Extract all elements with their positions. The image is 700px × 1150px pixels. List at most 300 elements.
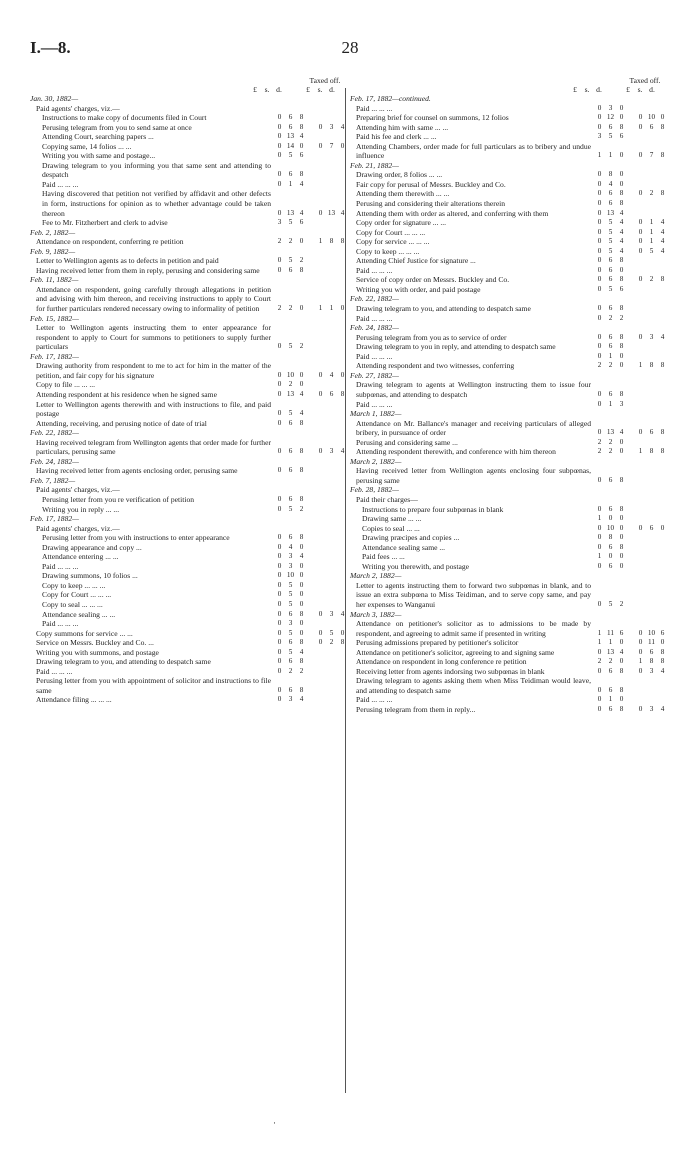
amount-shillings: 5 <box>608 218 613 227</box>
amount-pounds: 0 <box>597 189 602 198</box>
ledger-entry <box>30 390 348 400</box>
ledger-entry <box>30 132 348 142</box>
taxed-pence: 8 <box>340 237 345 246</box>
amount-pence: 8 <box>619 342 624 351</box>
taxed-pounds: 0 <box>638 647 643 656</box>
taxed-pence: 0 <box>340 304 345 313</box>
amount-pence: 2 <box>299 666 304 675</box>
amount-pounds: 0 <box>597 304 602 313</box>
amount-shillings: 6 <box>608 685 613 694</box>
entry-description: Feb. 11, 1882— <box>30 275 79 285</box>
amount-shillings: 5 <box>608 284 613 293</box>
amount-pence: 2 <box>299 504 304 513</box>
date-heading <box>30 275 348 285</box>
amount-shillings: 1 <box>608 695 613 704</box>
amount-shillings: 2 <box>608 447 613 456</box>
ledger-entry <box>30 600 348 610</box>
amount-shillings: 13 <box>286 389 295 398</box>
ledger-entry <box>30 400 348 419</box>
ledger-entry <box>350 142 668 161</box>
amount-pounds: 2 <box>597 437 602 446</box>
date-heading <box>350 294 668 304</box>
amount-pounds: 0 <box>597 533 602 542</box>
amount-pounds: 0 <box>277 599 282 608</box>
ledger-entry <box>30 485 348 495</box>
entry-description: Paid ... ... ... <box>356 695 393 705</box>
amount-shillings: 6 <box>608 122 613 131</box>
ledger-entry <box>350 676 668 695</box>
ledger-entry <box>30 142 348 152</box>
ledger-entry <box>350 419 668 438</box>
amount-pounds: 0 <box>597 504 602 513</box>
amount-pence: 8 <box>619 685 624 694</box>
entry-description: Paid ... ... ... <box>42 619 79 629</box>
amount-pence: 0 <box>299 370 304 379</box>
amount-pence: 4 <box>299 132 304 141</box>
ledger-entry <box>350 524 668 534</box>
taxed-pence: 8 <box>660 428 665 437</box>
taxed-shillings: 3 <box>329 447 334 456</box>
ledger-entry <box>30 495 348 505</box>
entry-description: March 2, 1882— <box>350 571 402 581</box>
amount-pence: 8 <box>299 265 304 274</box>
amount-pence: 8 <box>619 389 624 398</box>
entry-description: Feb. 28, 1882— <box>350 485 399 495</box>
right-column <box>350 76 668 715</box>
entry-description: Paid agents' charges, viz.— <box>36 103 120 113</box>
entry-description: Attending them therewith ... ... <box>356 189 450 199</box>
amount-pounds: 2 <box>277 237 282 246</box>
ledger-entry <box>30 629 348 639</box>
amount-pence: 0 <box>619 561 624 570</box>
amount-pounds: 0 <box>597 666 602 675</box>
ledger-entry <box>350 256 668 266</box>
ledger-entry <box>350 361 668 371</box>
ledger-entry <box>30 571 348 581</box>
ledger-entry <box>30 667 348 677</box>
entry-description: Copy for Court ... ... ... <box>42 590 112 600</box>
ledger-entry <box>350 438 668 448</box>
amount-pounds: 0 <box>277 466 282 475</box>
amount-pounds: 0 <box>277 657 282 666</box>
ledger-entry <box>30 237 348 247</box>
date-heading <box>350 94 668 104</box>
entry-description: Perusing letter from you with instructions to enter appearance <box>42 533 230 543</box>
amount-pence: 8 <box>619 332 624 341</box>
amount-pence: 0 <box>299 628 304 637</box>
ledger-entry <box>350 380 668 399</box>
taxed-pounds: 0 <box>638 428 643 437</box>
amount-pounds: 0 <box>277 418 282 427</box>
entry-description: Instructions to prepare four subpœnas in blank <box>362 504 504 514</box>
entry-description: Attendance on petitioner's solicitor as to admissions to be made by respondent, and agreeing to admit same if presented in writing <box>356 619 591 638</box>
taxed-pounds: 1 <box>318 237 323 246</box>
amount-shillings: 4 <box>608 179 613 188</box>
taxed-shillings: 6 <box>649 647 654 656</box>
entry-description: Attending, receiving, and perusing notice of date of trial <box>36 418 207 428</box>
amount-pence: 8 <box>619 666 624 675</box>
amount-shillings: 6 <box>288 494 293 503</box>
entry-description: Paid their charges— <box>356 494 418 504</box>
entry-description: Feb. 15, 1882— <box>30 313 79 323</box>
ledger-entry <box>30 218 348 228</box>
amount-pence: 8 <box>619 475 624 484</box>
pence-header: d. <box>596 85 602 94</box>
amount-shillings: 1 <box>288 179 293 188</box>
taxed-pounds: 0 <box>638 151 643 160</box>
amount-pence: 6 <box>299 151 304 160</box>
entry-description: Attending respondent and two witnesses, conferring <box>356 361 515 371</box>
amount-pounds: 0 <box>277 179 282 188</box>
amount-shillings: 2 <box>288 666 293 675</box>
amount-shillings: 6 <box>608 304 613 313</box>
taxed-pounds: 0 <box>638 523 643 532</box>
pence-header: d. <box>276 85 282 94</box>
date-heading <box>30 247 348 257</box>
entry-description: Having received letter from agents enclosing order, perusing same <box>36 466 238 476</box>
ledger-entry <box>30 638 348 648</box>
entry-description: Drawing telegram to agents asking them when Miss Teidiman would leave, and attending to despatch same <box>356 676 591 695</box>
entry-description: Attendance sealing same ... <box>362 542 446 552</box>
amount-pounds: 0 <box>597 208 602 217</box>
amount-pounds: 1 <box>597 514 602 523</box>
amount-pounds: 0 <box>597 428 602 437</box>
amount-shillings: 1 <box>608 151 613 160</box>
amount-pence: 8 <box>619 275 624 284</box>
ledger-entry <box>350 123 668 133</box>
amount-shillings: 6 <box>608 475 613 484</box>
taxed-shillings: 6 <box>649 523 654 532</box>
entry-description: Paid agents' charges, viz.— <box>36 523 120 533</box>
amount-pence: 4 <box>299 409 304 418</box>
right-column-header <box>350 76 668 94</box>
ledger-entry <box>30 113 348 123</box>
amount-pence: 8 <box>619 256 624 265</box>
date-heading <box>30 457 348 467</box>
taxed-pounds: 0 <box>638 246 643 255</box>
taxed-pounds: 1 <box>638 361 643 370</box>
ledger-entry <box>30 161 348 180</box>
amount-pounds: 2 <box>277 304 282 313</box>
entry-description: Drawing appearance and copy ... <box>42 542 142 552</box>
entry-description: Perusing and considering same ... <box>356 437 458 447</box>
amount-pence: 4 <box>299 552 304 561</box>
taxed-pence: 4 <box>660 705 665 713</box>
date-heading <box>350 409 668 419</box>
entry-description: Drawing telegram to you informing you that same sent and attending to despatch <box>42 160 271 180</box>
footer-mark: · <box>273 1118 276 1128</box>
amount-pence: 0 <box>299 237 304 246</box>
amount-pounds: 0 <box>277 571 282 580</box>
amount-pounds: 0 <box>597 695 602 704</box>
ledger-entry <box>30 676 348 695</box>
ledger-entry <box>350 209 668 219</box>
entry-description: Attending respondent at his residence when he signed same <box>36 389 217 399</box>
taxed-shillings: 5 <box>649 246 654 255</box>
ledger-entry <box>350 667 668 677</box>
amount-shillings: 6 <box>608 199 613 208</box>
ledger-entry <box>30 581 348 591</box>
amount-pounds: 0 <box>597 332 602 341</box>
amount-pence: 2 <box>299 342 304 351</box>
amount-pounds: 0 <box>597 284 602 293</box>
amount-pence: 8 <box>299 685 304 694</box>
ledger-entry <box>350 533 668 543</box>
amount-pence: 8 <box>619 705 624 713</box>
entry-description: Fee to Mr. Fitzherbert and clerk to advise <box>42 218 168 228</box>
ledger-entry <box>30 466 348 476</box>
entry-description: Having received letter from them in reply, perusing and considering same <box>36 265 260 275</box>
ledger-entry <box>350 189 668 199</box>
amount-pence: 0 <box>619 695 624 704</box>
amount-pounds: 0 <box>597 246 602 255</box>
ledger-entry <box>30 552 348 562</box>
pounds-header: £ <box>253 85 257 94</box>
ledger-entry <box>350 562 668 572</box>
amount-pence: 6 <box>619 284 624 293</box>
amount-pence: 4 <box>619 428 624 437</box>
taxed-shillings: 1 <box>649 218 654 227</box>
taxed-pence: 8 <box>340 389 345 398</box>
taxed-shillings: 5 <box>329 628 334 637</box>
amount-pence: 0 <box>299 571 304 580</box>
entry-description: Fair copy for perusal of Messrs. Buckley and Co. <box>356 179 506 189</box>
amount-pounds: 0 <box>277 132 282 141</box>
entry-description: Perusing telegram from you to send same at once <box>42 122 192 132</box>
date-heading <box>30 94 348 104</box>
taxed-pounds: 0 <box>638 237 643 246</box>
amount-shillings: 13 <box>286 132 295 141</box>
entry-description: Writing you therewith, and postage <box>362 561 470 571</box>
amount-pence: 4 <box>299 389 304 398</box>
entry-description: Perusing telegram from you as to service of order <box>356 332 507 342</box>
amount-pence: 8 <box>299 609 304 618</box>
amount-pence: 0 <box>619 552 624 561</box>
entry-description: Feb. 21, 1882— <box>350 160 399 170</box>
taxed-pounds: 0 <box>638 275 643 284</box>
taxed-pence: 6 <box>660 628 665 637</box>
ledger-entry <box>350 495 668 505</box>
amount-shillings: 2 <box>288 380 293 389</box>
ledger-entry <box>30 104 348 114</box>
amount-shillings: 6 <box>288 418 293 427</box>
amount-pence: 4 <box>619 227 624 236</box>
amount-shillings: 6 <box>608 705 613 713</box>
entry-description: Attending Chief Justice for signature ... <box>356 256 476 266</box>
amount-pence: 6 <box>619 628 624 637</box>
entry-description: Copy to keep ... ... ... <box>356 246 420 256</box>
amount-pounds: 0 <box>277 552 282 561</box>
taxed-pence: 4 <box>340 122 345 131</box>
entry-description: Letter to agents instructing them to forward two subpœnas in blank, and to issue an extra subpœna to Miss Teidiman, and to serve copy same, and pay her expenses to Wanganui <box>356 580 591 609</box>
ledger-entry <box>30 543 348 553</box>
amount-pence: 4 <box>299 695 304 704</box>
amount-shillings: 6 <box>288 685 293 694</box>
date-heading <box>30 514 348 524</box>
entry-description: Feb. 7, 1882— <box>30 475 76 485</box>
amount-pence: 0 <box>619 170 624 179</box>
amount-shillings: 3 <box>288 695 293 704</box>
ledger-entry <box>30 256 348 266</box>
entry-description: Copy to keep ... ... ... <box>42 580 106 590</box>
amount-shillings: 1 <box>608 399 613 408</box>
taxed-pence: 0 <box>660 523 665 532</box>
ledger-entry <box>350 304 668 314</box>
taxed-pence: 4 <box>660 218 665 227</box>
taxed-pounds: 0 <box>318 122 323 131</box>
entry-description: Having discovered that petition not verified by affidavit and other defects in form, instructions for opinion as to whether advantage could be taken thereon <box>42 189 271 218</box>
entry-description: Writing you in reply ... ... <box>42 504 120 514</box>
ledger-entry <box>350 648 668 658</box>
amount-pence: 0 <box>299 141 304 150</box>
entry-description: March 2, 1882— <box>350 456 402 466</box>
taxed-off-label: Taxed off. <box>629 76 661 85</box>
shillings-header: s. <box>264 85 270 94</box>
entry-description: Feb. 22, 1882— <box>30 428 79 438</box>
date-heading <box>350 571 668 581</box>
entry-description: Feb. 17, 1882—continued. <box>350 94 431 103</box>
amount-pence: 0 <box>619 265 624 274</box>
taxed-shillings: 8 <box>649 657 654 666</box>
entry-description: Drawing telegram to you in reply, and attending to despatch same <box>356 342 556 352</box>
ledger-entry <box>350 275 668 285</box>
taxed-shillings: 7 <box>329 141 334 150</box>
ledger-entry <box>350 695 668 705</box>
ledger-entry <box>350 466 668 485</box>
entry-description: March 1, 1882— <box>350 409 402 419</box>
amount-shillings: 6 <box>288 113 293 122</box>
amount-pence: 0 <box>299 590 304 599</box>
amount-pence: 0 <box>619 113 624 122</box>
taxed-shillings: 10 <box>647 113 656 122</box>
amount-pounds: 0 <box>597 313 602 322</box>
entry-description: Perusing admissions prepared by petitioner's solicitor <box>356 638 519 648</box>
ledger-entry <box>350 400 668 410</box>
amount-pounds: 0 <box>597 523 602 532</box>
amount-pounds: 0 <box>277 256 282 265</box>
ledger-entry <box>30 562 348 572</box>
entry-description: Drawing telegram to agents at Wellington instructing them to issue four subpœnas, and attending to despatch <box>356 380 591 399</box>
entry-description: Paid ... ... ... <box>356 351 393 361</box>
amount-pounds: 1 <box>597 638 602 647</box>
entry-description: March 3, 1882— <box>350 609 402 619</box>
taxed-shillings: 2 <box>649 275 654 284</box>
amount-pence: 8 <box>619 542 624 551</box>
amount-pounds: 0 <box>277 151 282 160</box>
entry-description: Perusing and considering their alterations therein <box>356 199 506 209</box>
taxed-pence: 4 <box>660 237 665 246</box>
amount-pence: 0 <box>299 561 304 570</box>
ledger-entry <box>350 285 668 295</box>
taxed-pounds: 0 <box>318 628 323 637</box>
ledger-entry <box>350 228 668 238</box>
entry-description: Service on Messrs. Buckley and Co. ... <box>36 638 154 648</box>
amount-pence: 2 <box>619 313 624 322</box>
amount-pounds: 0 <box>597 351 602 360</box>
taxed-pence: 4 <box>340 447 345 456</box>
entry-description: Drawing telegram to you, and attending to despatch same <box>36 657 211 667</box>
amount-shillings: 3 <box>288 619 293 628</box>
amount-pounds: 0 <box>277 542 282 551</box>
entry-description: Drawing order, 8 folios ... ... <box>356 170 443 180</box>
amount-shillings: 6 <box>288 265 293 274</box>
amount-shillings: 4 <box>288 542 293 551</box>
amount-pounds: 0 <box>597 542 602 551</box>
amount-pounds: 3 <box>277 218 282 227</box>
entry-description: Paid his fee and clerk ... ... <box>356 132 437 142</box>
taxed-pounds: 0 <box>638 332 643 341</box>
amount-shillings: 13 <box>286 208 295 217</box>
ledger-entry <box>30 438 348 457</box>
amount-shillings: 6 <box>288 170 293 179</box>
amount-shillings: 6 <box>608 389 613 398</box>
taxed-pence: 8 <box>660 275 665 284</box>
taxed-pounds: 1 <box>638 657 643 666</box>
taxed-shillings: 8 <box>329 237 334 246</box>
amount-pence: 0 <box>619 523 624 532</box>
amount-shillings: 5 <box>288 151 293 160</box>
amount-pence: 8 <box>299 533 304 542</box>
amount-shillings: 10 <box>286 370 295 379</box>
amount-pence: 0 <box>619 447 624 456</box>
taxed-pence: 4 <box>660 227 665 236</box>
entry-description: Paid ... ... ... <box>356 313 393 323</box>
amount-pence: 0 <box>619 361 624 370</box>
amount-pounds: 0 <box>597 103 602 112</box>
taxed-pence-header: d. <box>649 85 655 94</box>
amount-pence: 8 <box>299 418 304 427</box>
taxed-pounds: 0 <box>318 141 323 150</box>
amount-pence: 6 <box>299 218 304 227</box>
amount-pounds: 0 <box>277 609 282 618</box>
amount-pence: 0 <box>619 638 624 647</box>
taxed-pounds: 0 <box>318 370 323 379</box>
amount-shillings: 5 <box>288 256 293 265</box>
amount-pounds: 0 <box>597 705 602 713</box>
amount-pounds: 0 <box>277 619 282 628</box>
taxed-pounds: 0 <box>638 628 643 637</box>
amount-shillings: 8 <box>608 533 613 542</box>
amount-shillings: 2 <box>608 657 613 666</box>
date-heading <box>350 161 668 171</box>
date-heading <box>30 428 348 438</box>
taxed-pence: 0 <box>660 113 665 122</box>
left-column-header <box>30 76 348 94</box>
amount-pence: 2 <box>299 256 304 265</box>
left-entries <box>30 94 348 705</box>
amount-pence: 4 <box>619 237 624 246</box>
amount-pence: 0 <box>619 103 624 112</box>
ledger-entry <box>30 380 348 390</box>
ledger-entry <box>350 247 668 257</box>
date-heading <box>350 485 668 495</box>
entry-description: Feb. 9, 1882— <box>30 246 76 256</box>
amount-pounds: 0 <box>277 685 282 694</box>
taxed-pounds-header: £ <box>306 85 310 94</box>
amount-shillings: 2 <box>288 304 293 313</box>
amount-pence: 8 <box>299 170 304 179</box>
ledger-entry <box>30 266 348 276</box>
entry-description: Drawing authority from respondent to me to act for him in the matter of the petition, and fair copy for his signature <box>36 361 271 380</box>
amount-pence: 8 <box>619 199 624 208</box>
entry-description: Letter to Wellington agents therewith and with instructions to file, and paid postage <box>36 399 271 419</box>
amount-shillings: 3 <box>288 561 293 570</box>
entry-description: Copy to seal ... ... ... <box>42 599 103 609</box>
taxed-shillings: 4 <box>329 370 334 379</box>
entry-description: Feb. 24, 1882— <box>350 323 399 333</box>
amount-pence: 8 <box>299 466 304 475</box>
ledger-entry <box>30 180 348 190</box>
